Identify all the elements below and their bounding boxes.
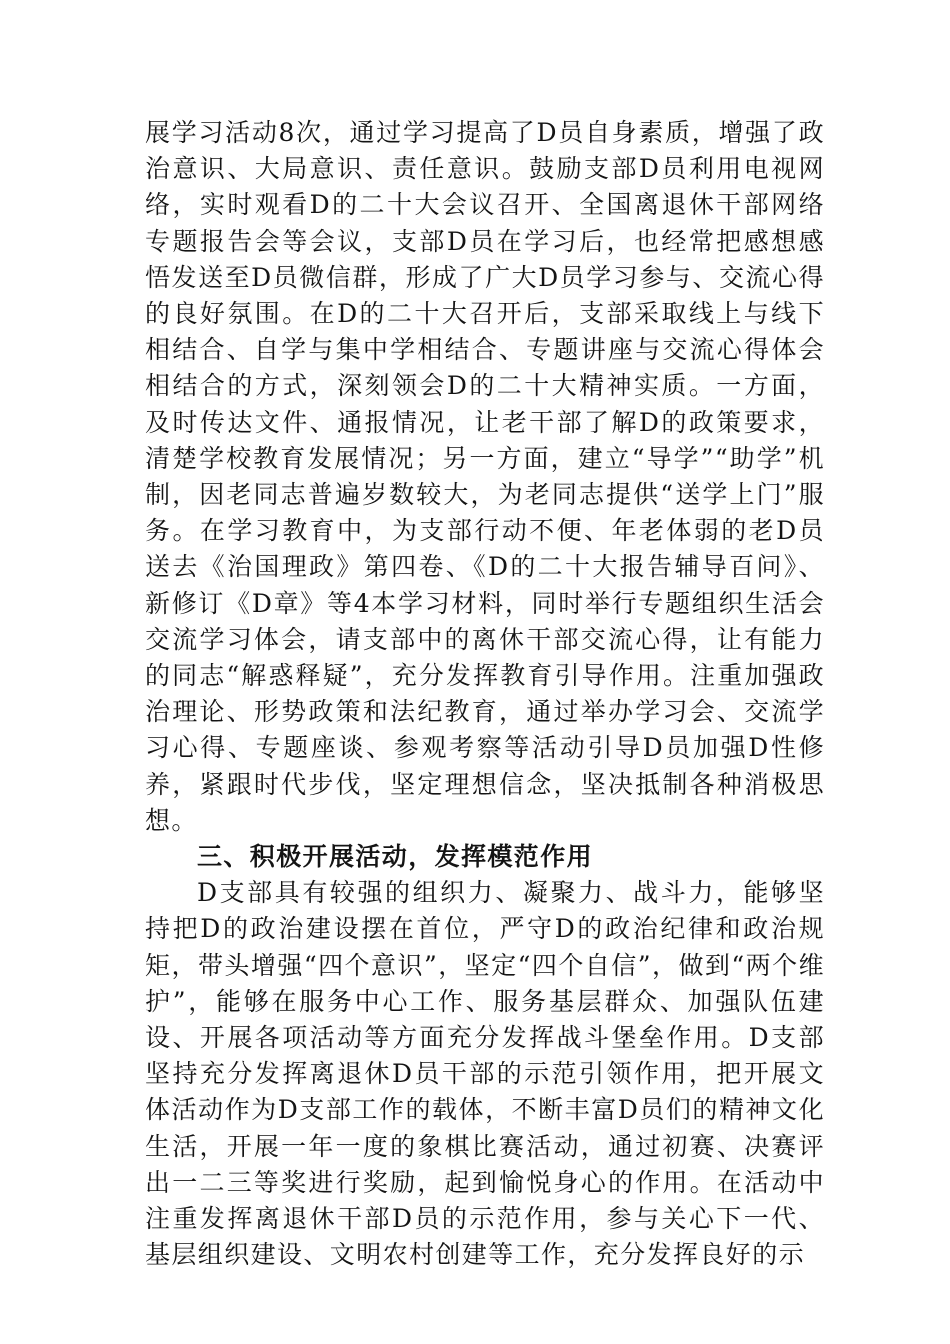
section-heading-three: 三、积极开展活动，发挥模范作用 [197, 842, 594, 872]
document-body [145, 115, 825, 1274]
body-paragraph-continued: 展学习活动8次，通过学习提高了D员自身素质，增强了政治意识、大局意识、责任意识。鼓励支部D员利用电视网络，实时观看D的二十大会议召开、全国离退休干部网络专题报告会等会议，支部D员在学习后，也经常把感想感悟发送至D员微信群，形成了广大D员学习参与、交流心得的良好氛围。在D的二十大召开后，支部采取线上与线下相结合、自学与集中学相结合、专题讲座与交流心得体会相结合的方式，深刻领会D的二十大精神实质。一方面，及时传达文件、通报情况，让老干部了解D的政策要求，清楚学校教育发展情况；另一方面，建立“导学”“助学”机制，因老同志普遍岁数较大，为老同志提供“送学上门”服务。在学习教育中，为支部行动不便、年老体弱的老D员送去《治国理政》第四卷、《D的二十大报告辅导百问》、新修订《D章》等4本学习材料，同时举行专题组织生活会交流学习体会，请支部中的离休干部交流心得，让有能力的同志“解惑释疑”，充分发挥教育引导作用。注重加强政治理论、形势政策和法纪教育，通过举办学习会、交流学习心得、专题座谈、参观考察等活动引导D员加强D性修养，紧跟时代步伐，坚定理想信念，坚决抵制各种消极思想。 [145, 118, 825, 835]
body-paragraph: D支部具有较强的组织力、凝聚力、战斗力，能够坚持把D的政治建设摆在首位，严守D的政治纪律和政治规矩，带头增强“四个意识”，坚定“四个自信”，做到“两个维护”，能够在服务中心工作、服务基层群众、加强队伍建设、开展各项活动等方面充分发挥战斗堡垒作用。D支部坚持充分发挥离退休D员干部的示范引领作用，把开展文体活动作为D支部工作的载体，不断丰富D员们的精神文化生活，开展一年一度的象棋比赛活动，通过初赛、决赛评出一二三等奖进行奖励，起到愉悦身心的作用。在活动中注重发挥离退休干部D员的示范作用，参与关心下一代、基层组织建设、文明农村创建等工作，充分发挥良好的示 [145, 878, 825, 1270]
